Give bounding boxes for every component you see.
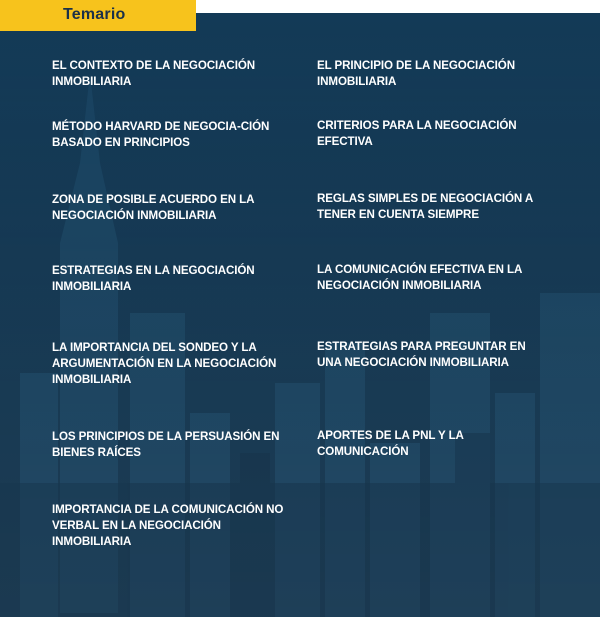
topic-item: LA COMUNICACIÓN EFECTIVA EN LA NEGOCIACIÓN INMOBILIARIA	[317, 263, 522, 292]
topic-item: LOS PRINCIPIOS DE LA PERSUASIÓN EN BIENES RAÍCES	[52, 430, 280, 459]
topic-item: ESTRATEGIAS PARA PREGUNTAR EN UNA NEGOCIACIÓN INMOBILIARIA	[317, 340, 526, 369]
topic-item: IMPORTANCIA DE LA COMUNICACIÓN NO VERBAL EN LA NEGOCIACIÓN INMOBILIARIA	[52, 503, 284, 548]
topic-item: APORTES DE LA PNL Y LA COMUNICACIÓN	[317, 429, 464, 458]
topic-item: ESTRATEGIAS EN LA NEGOCIACIÓN INMOBILIARIA	[52, 264, 255, 293]
topic-item: REGLAS SIMPLES DE NEGOCIACIÓN A TENER EN CUENTA SIEMPRE	[317, 192, 533, 221]
topic-item: MÉTODO HARVARD DE NEGOCIA-CIÓN BASADO EN PRINCIPIOS	[52, 120, 270, 149]
topic-item: EL PRINCIPIO DE LA NEGOCIACIÓN INMOBILIARIA	[317, 59, 515, 88]
topic-item: CRITERIOS PARA LA NEGOCIACIÓN EFECTIVA	[317, 119, 517, 148]
syllabus-title: Temario	[63, 6, 126, 23]
topic-item: EL CONTEXTO DE LA NEGOCIACIÓN INMOBILIARIA	[52, 59, 256, 88]
topic-item: LA IMPORTANCIA DEL SONDEO Y LA ARGUMENTACIÓN EN LA NEGOCIACIÓN INMOBILIARIA	[52, 341, 277, 386]
top-white-strip	[196, 0, 600, 13]
topic-item: ZONA DE POSIBLE ACUERDO EN LA NEGOCIACIÓN INMOBILIARIA	[52, 193, 254, 222]
syllabus-tab	[0, 0, 196, 31]
